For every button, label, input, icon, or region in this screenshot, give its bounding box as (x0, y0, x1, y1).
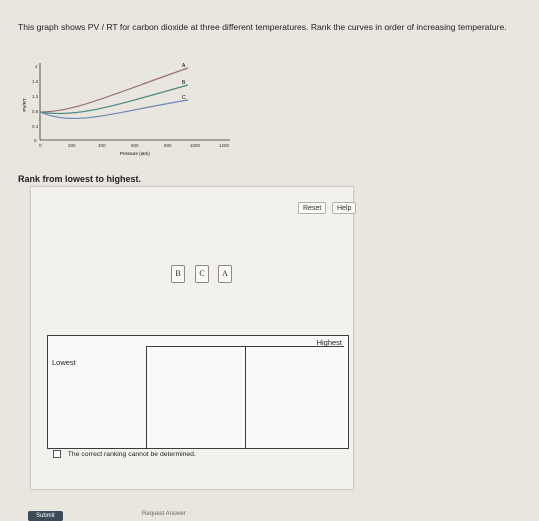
question-prompt: This graph shows PV / RT for carbon dioxide at three different temperatures. Rank the curves in order of increasing temperature. (18, 22, 507, 32)
submit-button[interactable]: Submit (28, 511, 63, 521)
curve-label-A: A (182, 63, 186, 69)
rank-instruction: Rank from lowest to highest. (18, 174, 142, 184)
x-tick: 200 (68, 143, 76, 148)
x-tick: 800 (164, 143, 172, 148)
curve-label-B: B (182, 80, 186, 86)
y-tick: 0.4 (32, 124, 39, 129)
checkbox-icon[interactable] (53, 450, 61, 458)
rank-slot-2[interactable] (146, 346, 246, 449)
x-tick: 0 (39, 143, 42, 148)
ranking-panel (30, 186, 354, 490)
pv-rt-graph (20, 55, 250, 165)
rank-dropzone[interactable] (47, 335, 349, 449)
help-button[interactable]: Help (332, 202, 356, 214)
lowest-label: Lowest (52, 358, 76, 367)
x-ticks (39, 143, 230, 148)
x-axis-label: Pressure (atm) (120, 151, 150, 156)
rank-slot-1[interactable] (48, 346, 147, 448)
reset-button[interactable]: Reset (298, 202, 326, 214)
y-ticks (32, 64, 39, 143)
y-tick: 0.8 (32, 109, 39, 114)
rank-slot-3[interactable] (246, 346, 344, 449)
x-tick: 1200 (219, 143, 230, 148)
curve-label-C: C (182, 95, 186, 101)
x-tick: 400 (98, 143, 106, 148)
tile-B[interactable]: B (171, 265, 185, 283)
y-tick: 0 (34, 138, 37, 143)
y-tick: 2 (35, 64, 38, 69)
tile-A[interactable]: A (218, 265, 232, 283)
y-axis-label: PV/RT (22, 98, 27, 112)
x-tick: 600 (131, 143, 139, 148)
cannot-determine-label: The correct ranking cannot be determined. (67, 450, 196, 458)
y-tick: 1.6 (32, 79, 39, 84)
tile-C[interactable]: C (195, 265, 209, 283)
request-answer-link[interactable]: Request Answer (142, 511, 186, 517)
highest-label: Highest (316, 338, 342, 347)
cannot-determine-option[interactable] (53, 450, 196, 458)
y-tick: 1.2 (32, 94, 39, 99)
x-tick: 1000 (190, 143, 201, 148)
